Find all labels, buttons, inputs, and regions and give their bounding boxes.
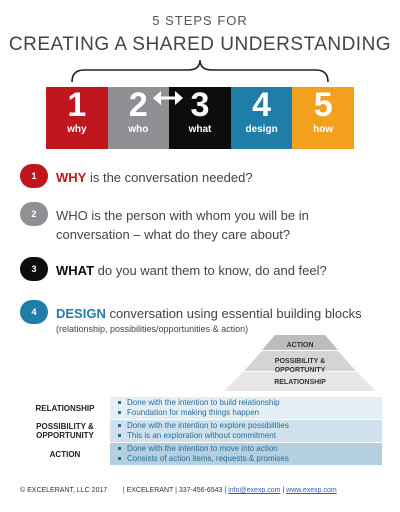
list-item bbox=[118, 444, 382, 454]
row-label: ACTION bbox=[49, 449, 81, 459]
list-item bbox=[118, 408, 382, 418]
step-word: why bbox=[67, 124, 87, 135]
item-line: conversation – what do they care about? bbox=[56, 227, 291, 242]
website-link[interactable]: www.exexp.com bbox=[286, 487, 337, 494]
item-subtext: (relationship, possibilities/opportunities & action) bbox=[56, 324, 249, 334]
list-item bbox=[118, 421, 382, 431]
item-text bbox=[56, 304, 362, 335]
step-1-block bbox=[46, 87, 108, 149]
step-4-block bbox=[231, 87, 293, 149]
list-item bbox=[118, 454, 382, 464]
page-title: CREATING A SHARED UNDERSTANDING bbox=[8, 34, 392, 55]
row-cells bbox=[110, 397, 382, 419]
table-row bbox=[20, 420, 382, 442]
pyramid-bottom-label: RELATIONSHIP bbox=[274, 379, 326, 386]
row-label: RELATIONSHIP bbox=[35, 403, 95, 413]
double-arrow-icon bbox=[153, 89, 183, 107]
pyramid-middle-label-1: POSSIBILITY & bbox=[274, 358, 326, 365]
step-word: how bbox=[313, 124, 334, 135]
bullet-icon bbox=[118, 447, 121, 450]
list-item-text: Done with the intention to explore possibilities bbox=[127, 421, 289, 430]
item-line: WHO is the person with whom you will be in bbox=[56, 208, 309, 223]
row-label: POSSIBILITY & OPPORTUNITY bbox=[36, 422, 94, 440]
bullet-icon bbox=[118, 411, 121, 414]
step-badge: 4 bbox=[20, 300, 48, 324]
step-badge: 3 bbox=[20, 257, 48, 281]
table-row bbox=[20, 443, 382, 465]
table-row bbox=[20, 397, 382, 419]
step-badge: 1 bbox=[20, 164, 48, 188]
item-text bbox=[56, 206, 309, 244]
list-item-text: This is an exploration without commitment bbox=[127, 431, 276, 440]
bullet-icon bbox=[118, 424, 121, 427]
step-number: 3 bbox=[190, 86, 210, 124]
list-item-text: Consists of action items, requests & promises bbox=[127, 454, 289, 463]
curly-brace bbox=[70, 58, 330, 84]
footer-company: | EXCELERANT | 337-456-6543 | bbox=[122, 487, 227, 494]
header-subtitle: 5 STEPS FOR bbox=[152, 13, 248, 28]
step-5-block bbox=[292, 87, 354, 149]
steps-banner bbox=[46, 87, 354, 149]
list-item-text: Done with the intention to move into action bbox=[127, 444, 278, 453]
pyramid-middle-label-2: OPPORTUNITY bbox=[274, 367, 326, 374]
email-link[interactable]: info@exexp.com bbox=[228, 487, 281, 494]
footer-copyright: © EXCELERANT, LLC 2017 bbox=[20, 487, 108, 494]
item-text bbox=[56, 168, 253, 187]
list-item-text: Done with the intention to build relationship bbox=[127, 398, 280, 407]
footer-separator: | bbox=[282, 487, 285, 494]
row-cells bbox=[110, 420, 382, 442]
item-text bbox=[56, 261, 327, 280]
list-item bbox=[118, 431, 382, 441]
bullet-icon bbox=[118, 434, 121, 437]
bullet-icon bbox=[118, 457, 121, 460]
bullet-icon bbox=[118, 401, 121, 404]
pyramid-top-label: ACTION bbox=[286, 342, 314, 349]
item-keyword: WHY bbox=[56, 170, 87, 185]
list-item bbox=[118, 398, 382, 408]
item-rest: do you want them to know, do and feel? bbox=[94, 263, 327, 278]
step-word: who bbox=[128, 124, 149, 135]
item-rest: conversation using essential building blocks bbox=[105, 306, 362, 321]
row-cells bbox=[110, 443, 382, 465]
step-badge: 2 bbox=[20, 202, 48, 226]
step-number: 4 bbox=[252, 86, 272, 124]
footer bbox=[20, 487, 337, 494]
item-rest: is the conversation needed? bbox=[86, 170, 253, 185]
step-word: design bbox=[245, 124, 278, 135]
list-item-text: Foundation for making things happen bbox=[127, 408, 260, 417]
item-keyword: WHAT bbox=[56, 263, 95, 278]
step-word: what bbox=[188, 124, 212, 135]
step-number: 2 bbox=[128, 86, 148, 124]
step-number: 5 bbox=[313, 86, 333, 124]
building-blocks-table bbox=[20, 397, 382, 466]
item-keyword: DESIGN bbox=[56, 306, 106, 321]
step-number: 1 bbox=[67, 86, 87, 124]
